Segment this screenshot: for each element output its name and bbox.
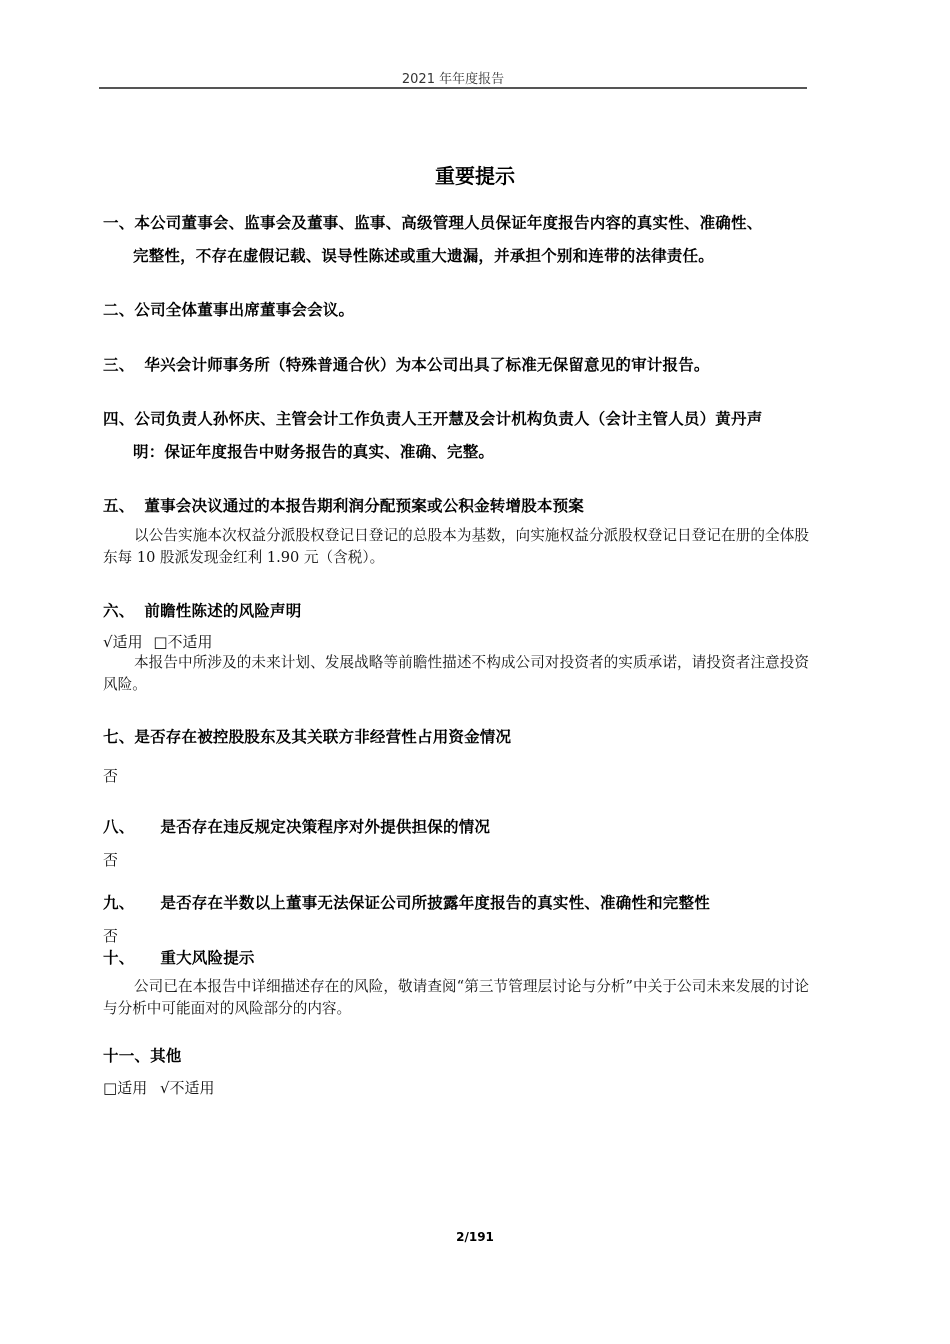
item-number: 七、 xyxy=(103,728,135,746)
not-applicable-checkbox: □ xyxy=(153,633,168,651)
item-4-line-1 xyxy=(103,407,762,429)
not-applicable-check-mark: √ xyxy=(159,1079,170,1097)
item-heading-text: 其他 xyxy=(150,1047,182,1065)
document-title: 重要提示 xyxy=(435,164,515,188)
item-text: 本公司董事会、监事会及董事、监事、高级管理人员保证年度报告内容的真实性、准确性、 xyxy=(134,214,763,232)
item-number: 二、 xyxy=(103,301,135,319)
applicable-label: 适用 xyxy=(112,633,143,651)
item-number: 十、 xyxy=(103,949,135,967)
item-11-heading xyxy=(103,1044,182,1066)
item-4-line-2: 明：保证年度报告中财务报告的真实、准确、完整。 xyxy=(133,443,495,461)
item-7-heading xyxy=(103,725,511,747)
item-number: 一、 xyxy=(103,214,135,232)
item-number: 十一、 xyxy=(103,1047,151,1065)
item-2 xyxy=(103,298,354,320)
header-divider xyxy=(99,87,807,89)
applicable-check-mark: √ xyxy=(103,633,113,651)
item-3 xyxy=(103,353,710,375)
not-applicable-label: 不适用 xyxy=(169,1079,215,1097)
item-10-heading xyxy=(103,946,255,968)
item-6-heading xyxy=(103,599,301,621)
item-9-answer: 否 xyxy=(103,927,119,945)
item-8-answer: 否 xyxy=(103,851,119,869)
item-10-body: 公司已在本报告中详细描述存在的风险，敬请查阅“第三节管理层讨论与分析”中关于公司未来发展的讨论与分析中可能面对的风险部分的内容。 xyxy=(103,978,809,1017)
item-1-line-2: 完整性，不存在虚假记载、误导性陈述或重大遗漏，并承担个别和连带的法律责任。 xyxy=(133,247,714,265)
applicable-checkbox: □ xyxy=(103,1079,118,1097)
item-number: 九、 xyxy=(103,894,135,912)
item-heading-text: 董事会决议通过的本报告期利润分配预案或公积金转增股本预案 xyxy=(144,497,585,515)
applicable-label: 适用 xyxy=(117,1079,148,1097)
page-number: 2/191 xyxy=(456,1230,494,1244)
item-number: 六、 xyxy=(103,602,135,620)
item-8-heading xyxy=(103,815,490,837)
item-text: 华兴会计师事务所（特殊普通合伙）为本公司出具了标准无保留意见的审计报告。 xyxy=(144,356,710,374)
item-heading-text: 是否存在被控股股东及其关联方非经营性占用资金情况 xyxy=(134,728,512,746)
item-1-line-1 xyxy=(103,211,762,233)
item-number: 五、 xyxy=(103,497,135,515)
item-heading-text: 前瞻性陈述的风险声明 xyxy=(144,602,302,620)
item-5-body: 以公告实施本次权益分派股权登记日登记的总股本为基数，向实施权益分派股权登记日登记在册的全体股东每 10 股派发现金红利 1.90 元（含税）。 xyxy=(103,527,809,566)
item-number: 三、 xyxy=(103,356,135,374)
item-6-options xyxy=(103,631,213,652)
not-applicable-label: 不适用 xyxy=(167,633,213,651)
item-heading-text: 是否存在违反规定决策程序对外提供担保的情况 xyxy=(160,818,491,836)
item-text: 公司全体董事出席董事会会议。 xyxy=(134,301,355,319)
page-header xyxy=(99,66,807,90)
item-5-heading xyxy=(103,494,584,516)
item-heading-text: 重大风险提示 xyxy=(160,949,255,967)
item-text: 公司负责人孙怀庆、主管会计工作负责人王开慧及会计机构负责人（会计主管人员）黄丹声 xyxy=(134,410,763,428)
item-11-options xyxy=(103,1077,215,1098)
item-6-body: 本报告中所涉及的未来计划、发展战略等前瞻性描述不构成公司对投资者的实质承诺，请投资者注意投资风险。 xyxy=(103,654,809,693)
item-heading-text: 是否存在半数以上董事无法保证公司所披露年度报告的真实性、准确性和完整性 xyxy=(160,894,710,912)
item-number: 八、 xyxy=(103,818,135,836)
item-7-answer: 否 xyxy=(103,767,119,785)
item-9-heading xyxy=(103,891,710,913)
item-number: 四、 xyxy=(103,410,135,428)
header-title: 2021 年年度报告 xyxy=(401,72,505,87)
